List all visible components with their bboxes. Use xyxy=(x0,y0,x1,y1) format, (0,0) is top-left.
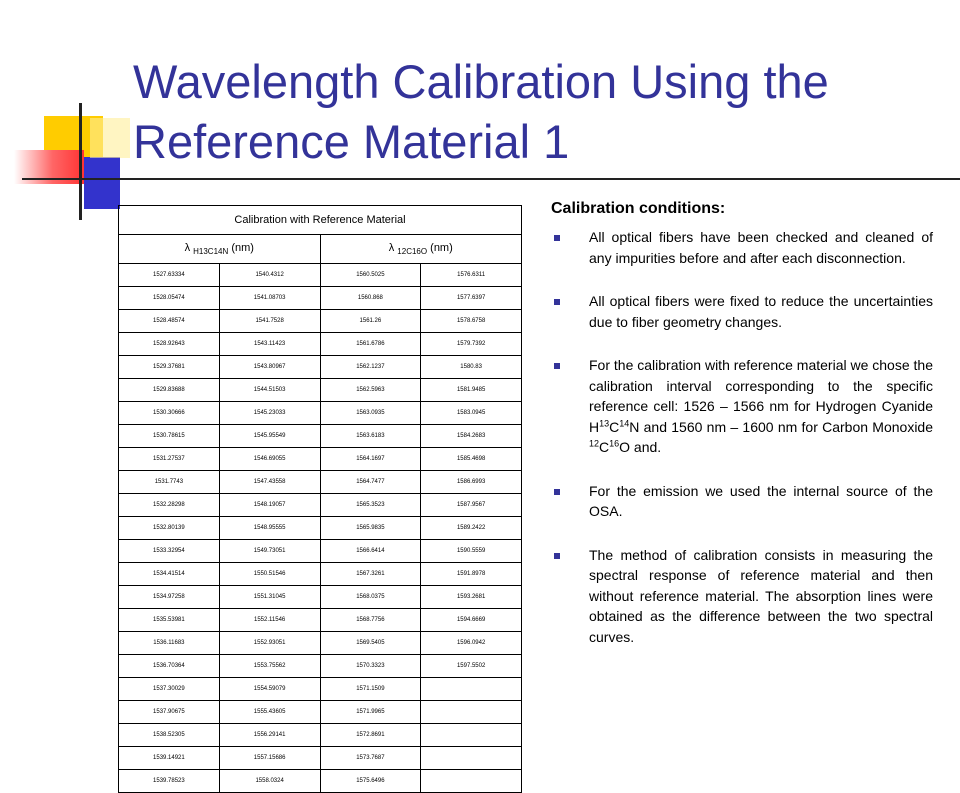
table-row xyxy=(119,471,522,494)
table-row xyxy=(119,356,522,379)
table-row xyxy=(119,586,522,609)
conditions-panel xyxy=(551,200,933,670)
table-cell: 1580.83 xyxy=(421,356,522,379)
table-cell: 1528.48574 xyxy=(119,310,220,333)
header-h13c14n: λ $_{H13C14N}$ (nm) xyxy=(119,235,321,264)
table-cell: 1532.80139 xyxy=(119,517,220,540)
table-row xyxy=(119,379,522,402)
calibration-table-body xyxy=(119,264,522,793)
table-cell: 1586.6993 xyxy=(421,471,522,494)
table-cell xyxy=(421,770,522,793)
deco-vertical-line xyxy=(79,103,82,220)
table-row xyxy=(119,287,522,310)
table-cell: 1543.80967 xyxy=(219,356,320,379)
table-cell: 1553.75562 xyxy=(219,655,320,678)
bullet-item xyxy=(551,355,933,458)
table-cell: 1562.5963 xyxy=(320,379,421,402)
bullet-text: The method of calibration consists in measuring the spectral response of reference material and then without reference material. The absorption lines were obtained as the difference between the two spectral curves. xyxy=(589,546,933,645)
table-cell: 1590.5559 xyxy=(421,540,522,563)
table-cell: 1560.868 xyxy=(320,287,421,310)
table-cell xyxy=(421,701,522,724)
table-cell: 1561.26 xyxy=(320,310,421,333)
bullet-square-icon xyxy=(554,489,560,495)
slide-title-line-2: Reference Material 1 xyxy=(133,115,570,168)
table-cell xyxy=(421,724,522,747)
table-cell: 1528.92643 xyxy=(119,333,220,356)
bullet-item xyxy=(551,545,933,648)
deco-horizontal-line xyxy=(22,178,960,180)
table-cell: 1587.9567 xyxy=(421,494,522,517)
table-row xyxy=(119,678,522,701)
table-cell: 1557.15686 xyxy=(219,747,320,770)
table-cell: 1591.8978 xyxy=(421,563,522,586)
table-cell: 1534.97258 xyxy=(119,586,220,609)
table-cell: 1533.32954 xyxy=(119,540,220,563)
table-row xyxy=(119,540,522,563)
table-cell: 1583.0945 xyxy=(421,402,522,425)
table-cell: 1531.7743 xyxy=(119,471,220,494)
table-row xyxy=(119,310,522,333)
bullet-text: All optical fibers were fixed to reduce the uncertainties due to fiber geometry changes. xyxy=(589,293,933,330)
table-cell: 1594.6669 xyxy=(421,609,522,632)
table-cell: 1575.6496 xyxy=(320,770,421,793)
table-cell: 1589.2422 xyxy=(421,517,522,540)
bullet-square-icon xyxy=(554,299,560,305)
table-cell: 1562.1237 xyxy=(320,356,421,379)
slide-title-line-1: Wavelength Calibration Using the xyxy=(133,55,829,108)
deco-pale-yellow-square xyxy=(90,118,130,158)
table-row xyxy=(119,770,522,793)
table-cell: 1547.43558 xyxy=(219,471,320,494)
table-cell: 1555.43605 xyxy=(219,701,320,724)
table-cell: 1571.1509 xyxy=(320,678,421,701)
table-cell: 1572.8691 xyxy=(320,724,421,747)
table-cell: 1537.30029 xyxy=(119,678,220,701)
bullet-item xyxy=(551,481,933,522)
header-12c16o: λ $_{12C16O}$ (nm) xyxy=(320,235,522,264)
table-cell: 1543.11423 xyxy=(219,333,320,356)
bullet-item xyxy=(551,227,933,268)
conditions-heading: Calibration conditions: xyxy=(551,200,726,217)
table-cell: 1527.63334 xyxy=(119,264,220,287)
table-cell: 1528.05474 xyxy=(119,287,220,310)
table-cell: 1584.2683 xyxy=(421,425,522,448)
table-cell: 1544.51503 xyxy=(219,379,320,402)
table-cell: 1529.83688 xyxy=(119,379,220,402)
table-cell: 1571.9965 xyxy=(320,701,421,724)
table-row xyxy=(119,632,522,655)
table-cell: 1532.28298 xyxy=(119,494,220,517)
table-cell: 1531.27537 xyxy=(119,448,220,471)
table-cell: 1540.4312 xyxy=(219,264,320,287)
calibration-table xyxy=(118,205,522,793)
bullet-text: For the emission we used the internal source of the OSA. xyxy=(589,482,933,519)
table-cell: 1560.5025 xyxy=(320,264,421,287)
table-cell: 1596.0942 xyxy=(421,632,522,655)
table-row xyxy=(119,747,522,770)
deco-blue-square xyxy=(84,157,120,209)
table-row xyxy=(119,563,522,586)
table-cell: 1536.11683 xyxy=(119,632,220,655)
table-row xyxy=(119,425,522,448)
table-cell: 1561.6786 xyxy=(320,333,421,356)
table-cell: 1548.95555 xyxy=(219,517,320,540)
table-cell xyxy=(421,678,522,701)
table-cell: 1566.6414 xyxy=(320,540,421,563)
table-cell: 1579.7392 xyxy=(421,333,522,356)
table-row xyxy=(119,264,522,287)
table-cell: 1552.11546 xyxy=(219,609,320,632)
table-cell: 1539.14921 xyxy=(119,747,220,770)
slide-title xyxy=(133,52,943,172)
table-cell: 1597.5502 xyxy=(421,655,522,678)
table-cell: 1550.51546 xyxy=(219,563,320,586)
table-cell: 1577.6397 xyxy=(421,287,522,310)
table-cell: 1585.4698 xyxy=(421,448,522,471)
table-cell: 1537.90675 xyxy=(119,701,220,724)
table-cell: 1530.78615 xyxy=(119,425,220,448)
table-cell xyxy=(421,747,522,770)
table-row xyxy=(119,609,522,632)
table-cell: 1554.59079 xyxy=(219,678,320,701)
table-row xyxy=(119,655,522,678)
bullet-square-icon xyxy=(554,553,560,559)
table-cell: 1593.2681 xyxy=(421,586,522,609)
table-cell: 1546.69055 xyxy=(219,448,320,471)
table-cell: 1529.37681 xyxy=(119,356,220,379)
table-row xyxy=(119,724,522,747)
table-cell: 1545.95549 xyxy=(219,425,320,448)
table-cell: 1536.70364 xyxy=(119,655,220,678)
table-cell: 1565.3523 xyxy=(320,494,421,517)
table-row xyxy=(119,494,522,517)
table-cell: 1556.29141 xyxy=(219,724,320,747)
table-row xyxy=(119,333,522,356)
table-cell: 1581.9485 xyxy=(421,379,522,402)
table-cell: 1567.3261 xyxy=(320,563,421,586)
table-row xyxy=(119,448,522,471)
table-cell: 1551.31045 xyxy=(219,586,320,609)
table-cell: 1541.7528 xyxy=(219,310,320,333)
table-cell: 1568.7756 xyxy=(320,609,421,632)
table-cell: 1564.7477 xyxy=(320,471,421,494)
table-cell: 1578.6758 xyxy=(421,310,522,333)
table-cell: 1530.30666 xyxy=(119,402,220,425)
table-cell: 1558.0324 xyxy=(219,770,320,793)
table-cell: 1545.23033 xyxy=(219,402,320,425)
table-row xyxy=(119,701,522,724)
table-cell: 1564.1697 xyxy=(320,448,421,471)
bullet-square-icon xyxy=(554,235,560,241)
table-row xyxy=(119,402,522,425)
table-cell: 1535.53981 xyxy=(119,609,220,632)
table-caption: Calibration with Reference Material xyxy=(119,206,522,235)
table-cell: 1576.6311 xyxy=(421,264,522,287)
table-cell: 1548.19057 xyxy=(219,494,320,517)
table-cell: 1570.3323 xyxy=(320,655,421,678)
bullet-text: All optical fibers have been checked and cleaned of any impurities before and after each disconnection. xyxy=(589,229,933,266)
bullet-item xyxy=(551,291,933,332)
table-cell: 1563.0935 xyxy=(320,402,421,425)
table-cell: 1569.5405 xyxy=(320,632,421,655)
table-cell: 1552.93051 xyxy=(219,632,320,655)
table-row xyxy=(119,517,522,540)
table-cell: 1539.78523 xyxy=(119,770,220,793)
table-cell: 1568.0375 xyxy=(320,586,421,609)
bullet-square-icon xyxy=(554,363,560,369)
bullet-text: For the calibration with reference material we chose the calibration interval corresponding to the specific reference cell: 1526 – 1566 nm for Hydrogen Cyanide $H^{13}C^{14}N$ and 1560 nm – 1600 nm for Carbon Monoxide $^{12}C^{16}O$ and. xyxy=(589,357,933,455)
table-cell: 1563.6183 xyxy=(320,425,421,448)
table-cell: 1541.08703 xyxy=(219,287,320,310)
table-cell: 1549.73051 xyxy=(219,540,320,563)
table-cell: 1538.52305 xyxy=(119,724,220,747)
table-cell: 1534.41514 xyxy=(119,563,220,586)
table-cell: 1573.7687 xyxy=(320,747,421,770)
table-cell: 1565.9835 xyxy=(320,517,421,540)
